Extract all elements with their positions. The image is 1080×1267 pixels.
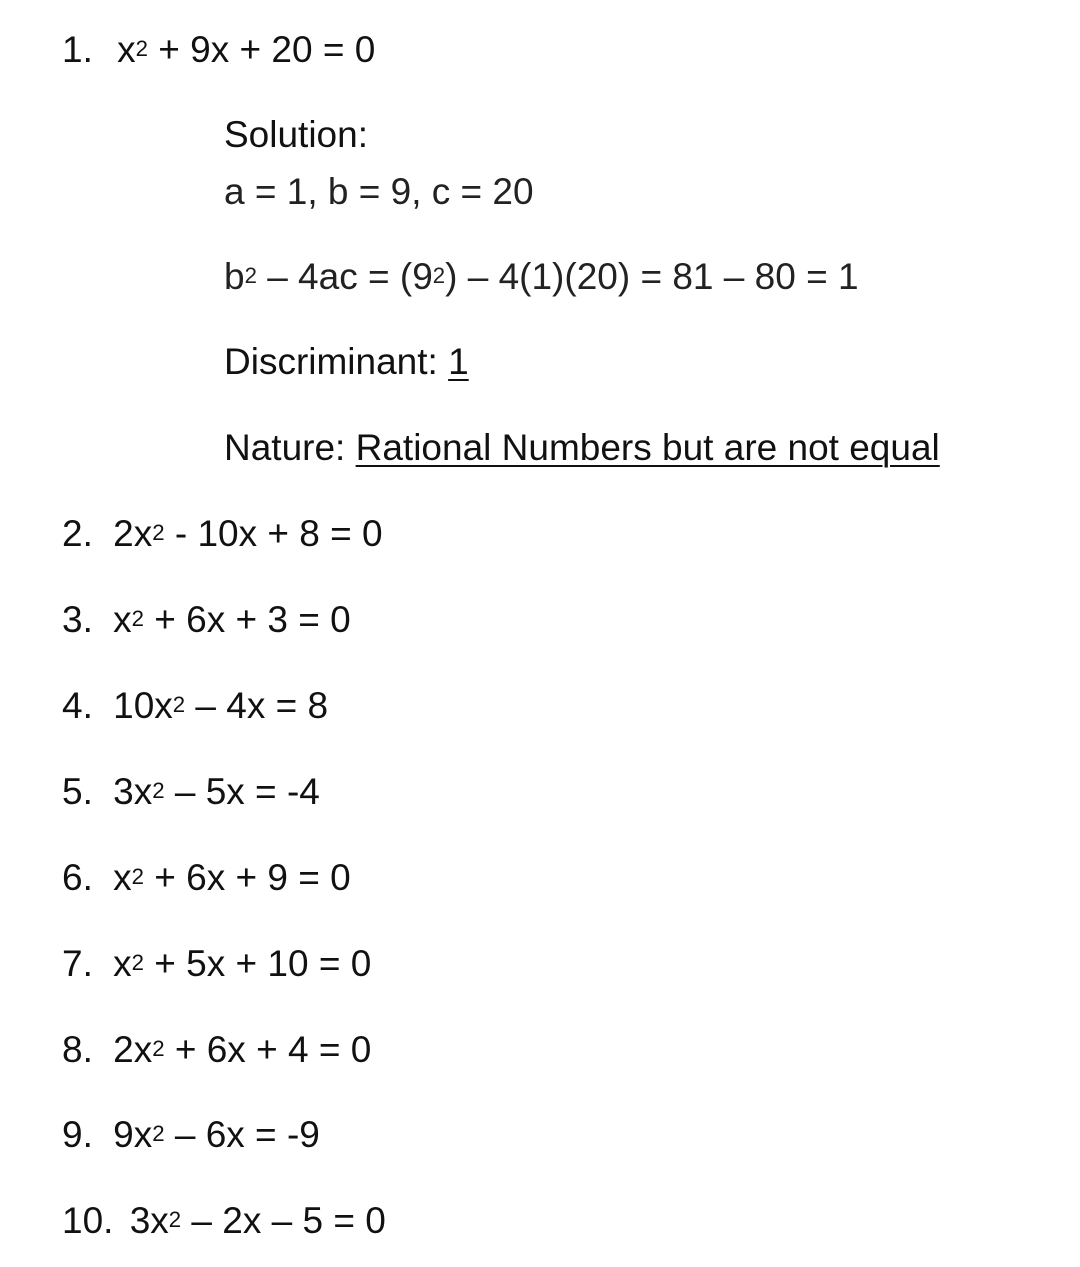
problem-equation: $10x^2 - 4x = 8$	[113, 685, 329, 726]
problem-3	[62, 598, 351, 642]
problem-number: 4.	[62, 685, 93, 726]
problem-4	[62, 684, 328, 728]
problem-equation: $3x^2 - 5x = -4$	[113, 771, 320, 812]
problem-number: 2.	[62, 513, 93, 554]
problem-1	[62, 28, 375, 72]
solution-heading: Solution:	[224, 114, 368, 155]
problem-equation: $x^2 + 6x + 3 = 0$	[113, 599, 351, 640]
solution-nature	[224, 426, 940, 470]
solution-coefficients: a = 1, b = 9, c = 20	[224, 171, 534, 212]
problem-6	[62, 856, 351, 900]
problem-equation: $x^2 + 6x + 9 = 0$	[113, 857, 351, 898]
solution-discriminant	[224, 340, 469, 384]
problem-number: 10.	[62, 1200, 114, 1241]
problem-5	[62, 770, 320, 814]
problem-equation: $x^2 + 5x + 10 = 0$	[113, 943, 372, 984]
problem-equation: $x^2 + 9x + 20 = 0$	[117, 29, 376, 70]
problem-equation: $9x^2 - 6x = -9$	[113, 1114, 320, 1155]
problem-equation: $3x^2 - 2x - 5 = 0$	[129, 1200, 386, 1241]
problem-equation: $2x^2 + 6x + 4 = 0$	[113, 1029, 372, 1070]
problem-7	[62, 942, 371, 986]
problem-9	[62, 1113, 320, 1157]
problem-number: 9.	[62, 1114, 93, 1155]
solution-discriminant-computation: $b^2 - 4ac = (9^2) - 4(1)(20) = 81 - 80 = 1$	[224, 256, 859, 297]
nature-label: Nature:	[224, 427, 356, 468]
problem-number: 7.	[62, 943, 93, 984]
problem-equation: $2x^2 - 10x + 8 = 0$	[113, 513, 383, 554]
problem-number: 3.	[62, 599, 93, 640]
nature-value: Rational Numbers but are not equal	[355, 427, 940, 468]
problem-8	[62, 1028, 371, 1072]
problem-number: 1.	[62, 29, 93, 70]
problem-10	[62, 1199, 386, 1243]
discriminant-label: Discriminant:	[224, 341, 449, 382]
discriminant-value: 1	[448, 341, 469, 382]
problem-number: 5.	[62, 771, 93, 812]
problem-number: 6.	[62, 857, 93, 898]
problem-2	[62, 512, 383, 556]
problem-number: 8.	[62, 1029, 93, 1070]
